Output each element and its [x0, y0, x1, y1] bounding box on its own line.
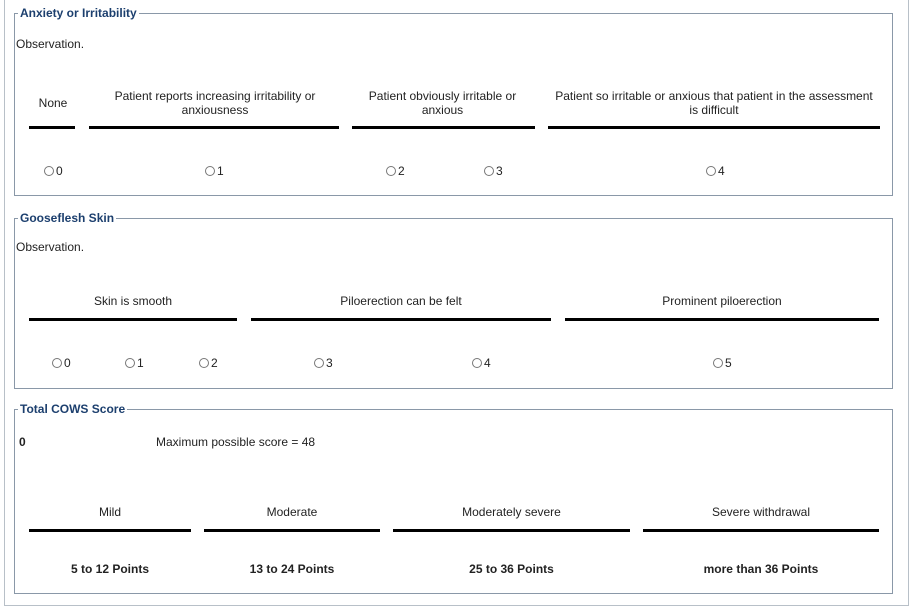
radio-icon[interactable]: [484, 166, 494, 176]
radio-icon[interactable]: [706, 166, 716, 176]
category-mild: Mild: [98, 505, 121, 519]
gooseflesh-header-smooth: Skin is smooth: [93, 294, 173, 308]
anxiety-observation: Observation.: [16, 37, 85, 51]
gooseflesh-divider: [565, 318, 879, 321]
range-moderate: 13 to 24 Points: [249, 562, 335, 576]
category-moderate: Moderate: [266, 505, 318, 519]
anxiety-option-2[interactable]: 2: [386, 164, 405, 178]
radio-icon[interactable]: [314, 358, 324, 368]
radio-icon[interactable]: [125, 358, 135, 368]
range-mild: 5 to 12 Points: [70, 562, 150, 576]
anxiety-section: [14, 6, 893, 196]
anxiety-divider: [548, 126, 880, 129]
radio-icon[interactable]: [52, 358, 62, 368]
total-title: Total COWS Score: [20, 402, 126, 416]
anxiety-header-obvious: Patient obviously irritable or anxious: [368, 89, 517, 117]
radio-icon[interactable]: [199, 358, 209, 368]
gooseflesh-section: [14, 211, 893, 389]
gooseflesh-option-0[interactable]: 0: [52, 356, 71, 370]
range-moderately-severe: 25 to 36 Points: [469, 562, 554, 576]
total-divider: [393, 529, 630, 532]
anxiety-option-3[interactable]: 3: [484, 164, 503, 178]
gooseflesh-divider: [251, 318, 551, 321]
total-score-value: 0: [19, 435, 26, 449]
anxiety-header-increasing: Patient reports increasing irritability or anxiousness: [114, 89, 316, 117]
anxiety-header-none: None: [38, 96, 68, 110]
gooseflesh-option-5[interactable]: 5: [713, 356, 732, 370]
anxiety-divider: [352, 126, 535, 129]
anxiety-divider: [89, 126, 339, 129]
gooseflesh-observation: Observation.: [16, 240, 85, 254]
anxiety-title: Anxiety or Irritability: [20, 6, 137, 20]
gooseflesh-header-prominent: Prominent piloerection: [662, 294, 782, 308]
gooseflesh-divider: [29, 318, 237, 321]
radio-icon[interactable]: [205, 166, 215, 176]
category-moderately-severe: Moderately severe: [462, 505, 561, 519]
total-section: [14, 402, 893, 594]
anxiety-option-0[interactable]: 0: [44, 164, 63, 178]
gooseflesh-option-2[interactable]: 2: [199, 356, 218, 370]
anxiety-header-difficult: Patient so irritable or anxious that patient in the assessment is difficult: [555, 89, 873, 117]
total-divider: [29, 529, 191, 532]
anxiety-option-1[interactable]: 1: [205, 164, 224, 178]
gooseflesh-option-1[interactable]: 1: [125, 356, 144, 370]
gooseflesh-header-felt: Piloerection can be felt: [340, 294, 462, 308]
anxiety-option-4[interactable]: 4: [706, 164, 725, 178]
radio-icon[interactable]: [386, 166, 396, 176]
gooseflesh-option-3[interactable]: 3: [314, 356, 333, 370]
max-score-label: Maximum possible score = 48: [156, 435, 316, 449]
anxiety-divider: [29, 126, 75, 129]
total-divider: [643, 529, 879, 532]
radio-icon[interactable]: [44, 166, 54, 176]
radio-icon[interactable]: [472, 358, 482, 368]
gooseflesh-title: Gooseflesh Skin: [20, 211, 115, 225]
gooseflesh-option-4[interactable]: 4: [472, 356, 491, 370]
category-severe: Severe withdrawal: [711, 505, 811, 519]
radio-icon[interactable]: [713, 358, 723, 368]
range-severe: more than 36 Points: [703, 562, 819, 576]
total-divider: [204, 529, 380, 532]
